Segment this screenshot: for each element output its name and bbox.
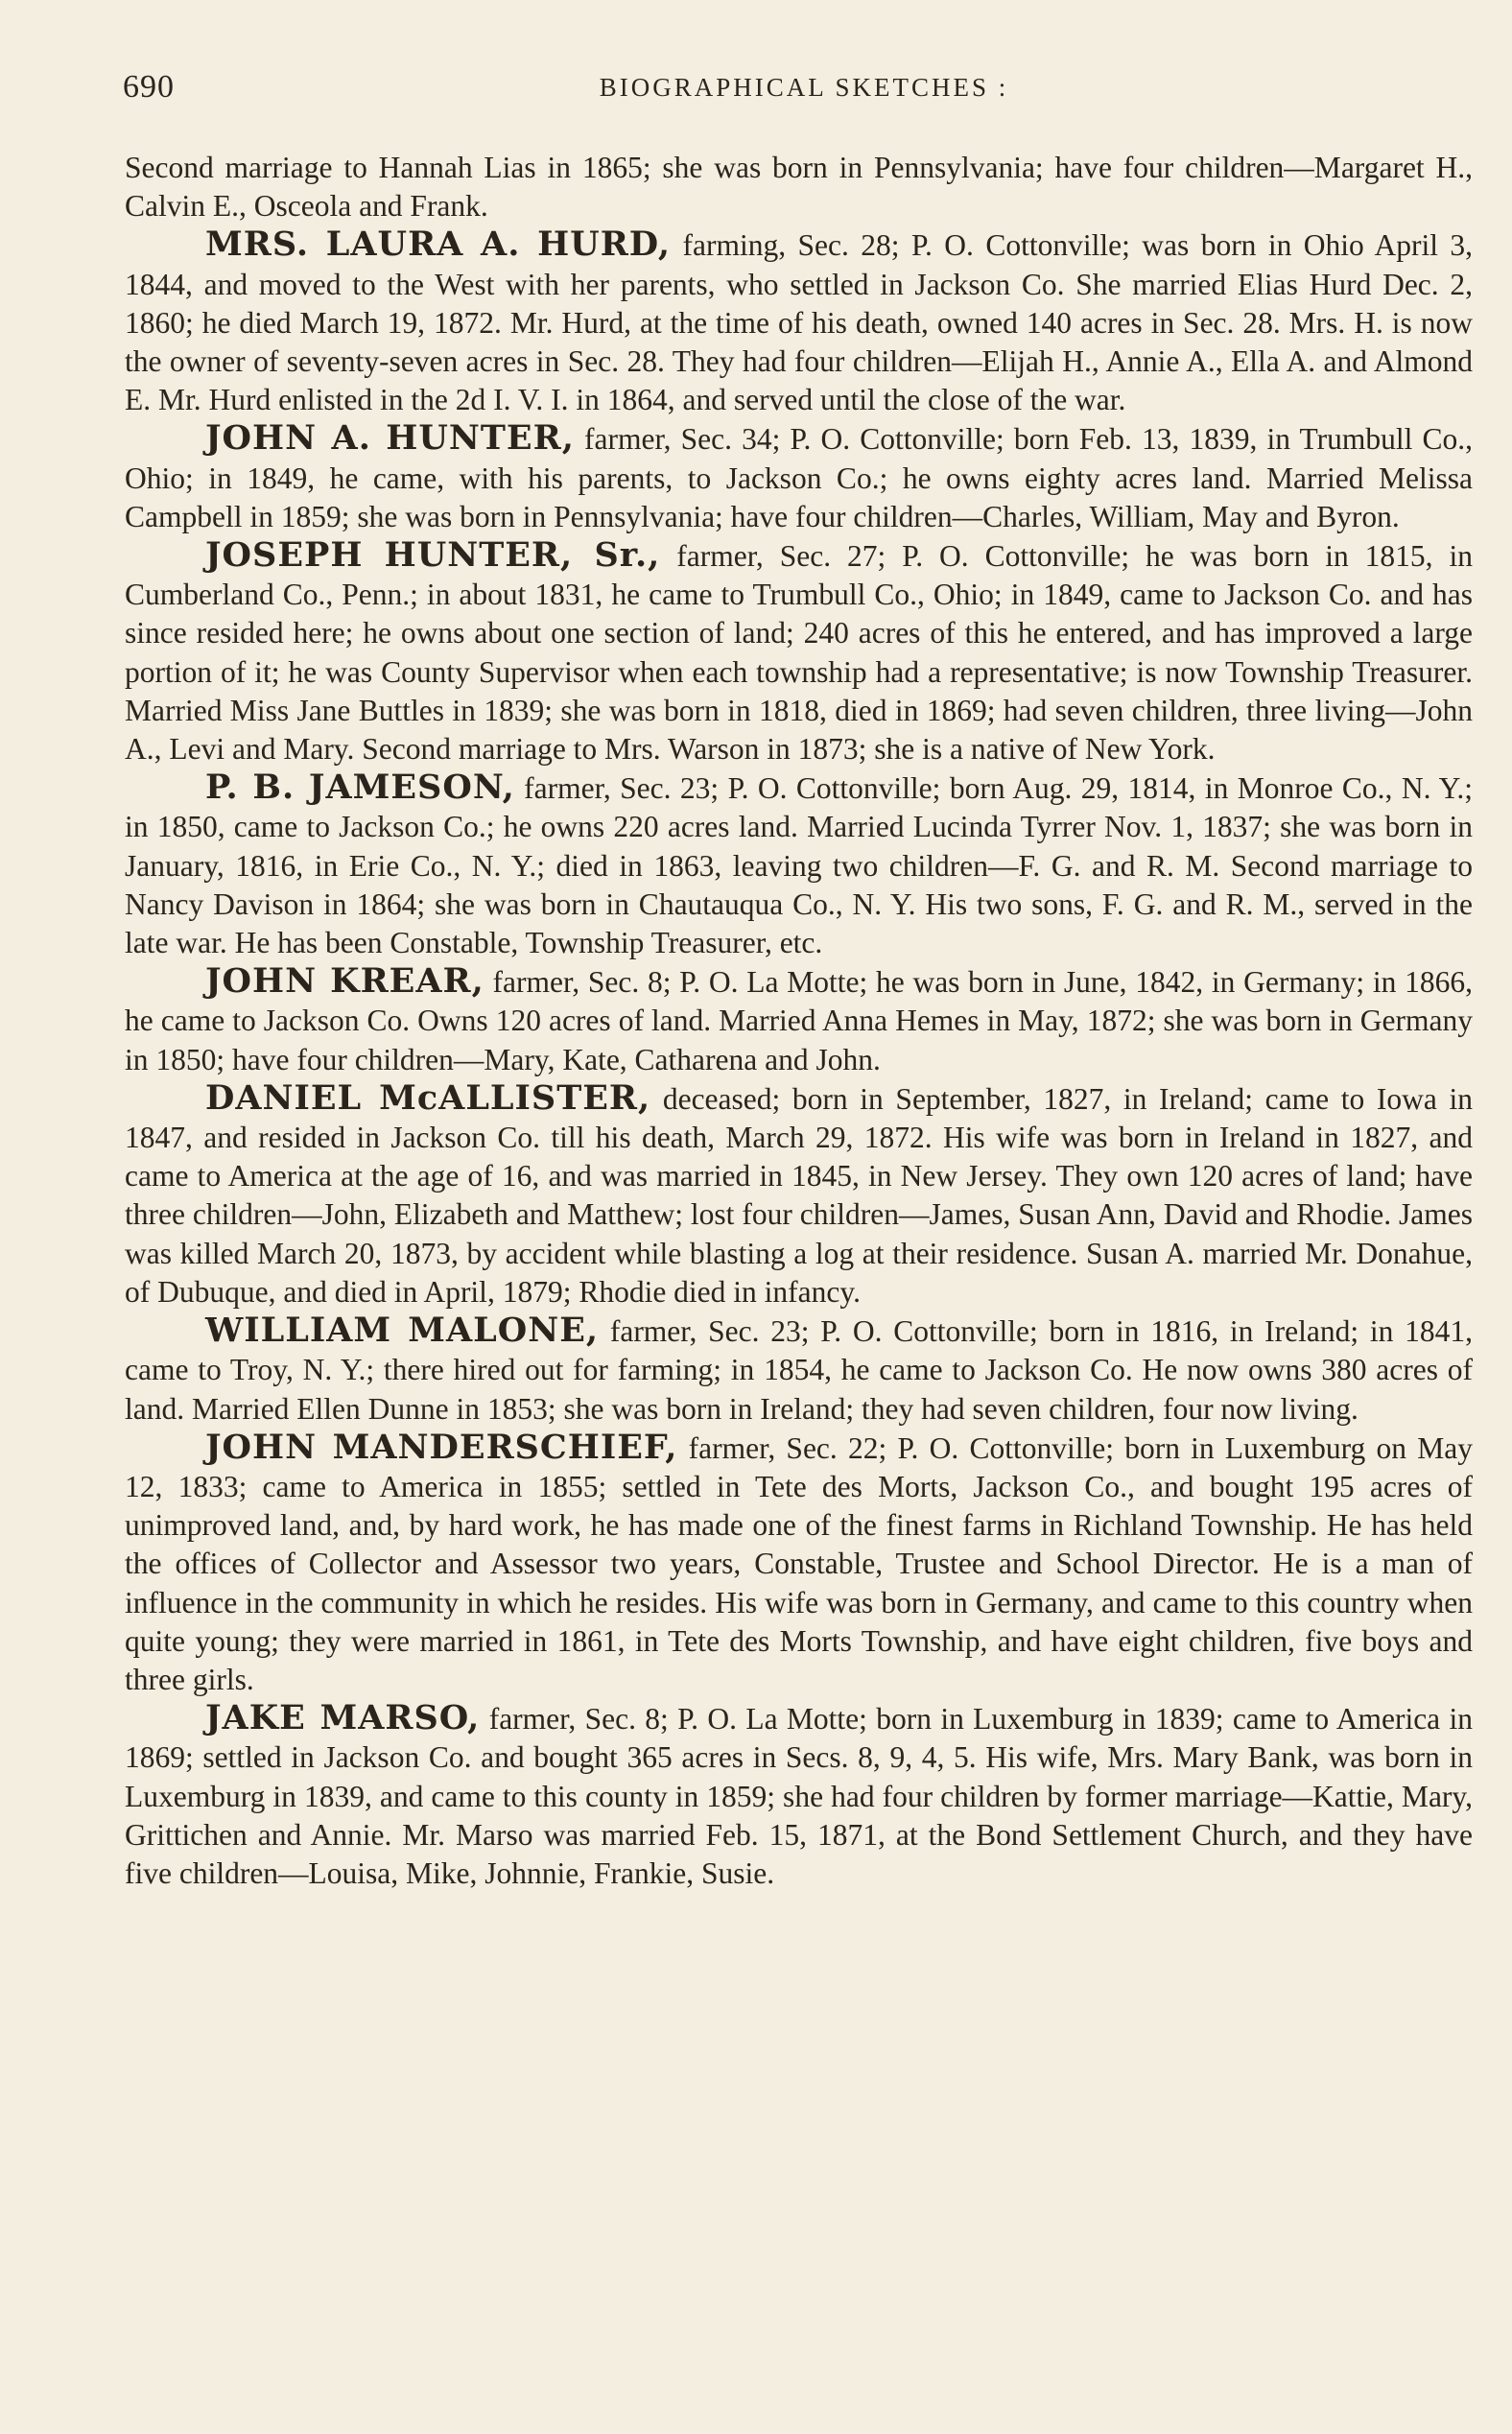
biography-entry [125,1079,1473,1312]
entry-text: deceased; born in September, 1827, in Ireland; came to Iowa in 1847, and resided in Jackson Co. till his death, March 29, 1872. His wife was born in Ireland in 1827, and came to America at the age of 16, and was married in 1845, in New Jersey. They own 120 acres of land; have three children—John, Elizabeth and Matthew; lost four children—James, Susan Ann, David and Rhodie. James was killed March 20, 1873, by accident while blasting a log at their residence. Susan A. married Mr. Donahue, of Dubuque, and died in April, 1879; Rhodie died in infancy. [125,1081,1473,1309]
entry-name: DANIEL McALLISTER, [205,1077,651,1118]
biography-entry [125,419,1473,536]
continuation-paragraph: Second marriage to Hannah Lias in 1865; she was born in Pennsylvania; have four children—Margaret H., Calvin E., Osceola and Frank. [125,151,1473,224]
entry-name: P. B. JAMESON, [205,768,515,808]
entry-name: JOSEPH HUNTER, Sr., [205,535,661,576]
entry-name: JAKE MARSO, [205,1698,481,1738]
entry-name: JOHN MANDERSCHIEF, [205,1427,678,1467]
page-body [125,149,1473,1893]
biography-entry [125,962,1473,1079]
entry-name: MRS. LAURA A. HURD, [205,224,672,265]
biography-entry [125,1429,1473,1699]
entry-text: farming, Sec. 28; P. O. Cottonville; was born in Ohio April 3, 1844, and moved to the West with her parents, who settled in Jackson Co. She married Elias Hurd Dec. 2, 1860; he died March 19, 1872. Mr. Hurd, at the time of his death, owned 140 acres in Sec. 28. Mrs. H. is now the owner of seventy-seven acres in Sec. 28. They had four children—Elijah H., Annie A., Ella A. and Almond E. Mr. Hurd enlisted in the 2d I. V. I. in 1864, and served until the close of the war. [125,228,1474,417]
page-header [123,69,1485,117]
page-number: 690 [123,69,175,105]
biography-entry [125,1699,1473,1893]
entry-name: JOHN A. HUNTER, [205,418,575,459]
biography-entry [125,1312,1473,1429]
entry-text: farmer, Sec. 34; P. O. Cottonville; born Feb. 13, 1839, in Trumbull Co., Ohio; in 1849, he came, with his parents, to Jackson Co.; he owns eighty acres land. Married Melissa Campbell in 1859; she was born in Pennsylvania; have four children—Charles, William, May and Byron. [125,422,1473,533]
biography-entry [125,225,1473,419]
entry-text: farmer, Sec. 8; P. O. La Motte; born in Luxemburg in 1839; came to America in 1869; settled in Jackson Co. and bought 365 acres in Secs. 8, 9, 4, 5. His wife, Mrs. Mary Bank, was born in Luxemburg in 1839, and came to this county in 1859; she had four children by former marriage—Kattie, Mary, Grittichen and Annie. Mr. Marso was married Feb. 15, 1871, at the Bond Settlement Church, and they have five children—Louisa, Mike, Johnnie, Frankie, Susie. [125,1702,1473,1890]
entry-name: WILLIAM MALONE, [205,1311,600,1351]
entry-text: farmer, Sec. 23; P. O. Cottonville; born in 1816, in Ireland; in 1841, came to Troy, N. Y.; there hired out for farming; in 1854, he came to Jackson Co. He now owns 380 acres of land. Married Ellen Dunne in 1853; she was born in Ireland; they had seven children, four now living. [125,1314,1473,1426]
entry-name: JOHN KREAR, [205,961,484,1002]
entry-text: farmer, Sec. 8; P. O. La Motte; he was born in June, 1842, in Germany; in 1866, he came to Jackson Co. Owns 120 acres of land. Married Anna Hemes in May, 1872; she was born in Germany in 1850; have four children—Mary, Kate, Catharena and John. [125,965,1474,1076]
biography-entry [125,536,1473,768]
entry-text: farmer, Sec. 22; P. O. Cottonville; born in Luxemburg on May 12, 1833; came to America in 1855; settled in Tete des Morts, Jackson Co., and bought 195 acres of unimproved land, and, by hard work, he has made one of the finest farms in Richland Township. He has held the offices of Collector and Assessor two years, Constable, Trustee and School Director. He is a man of influence in the community in which he resides. His wife was born in Germany, and came to this country when quite young; they were married in 1861, in Tete des Morts Township, and have eight children, five boys and three girls. [125,1430,1473,1696]
entry-text: farmer, Sec. 23; P. O. Cottonville; born Aug. 29, 1814, in Monroe Co., N. Y.; in 1850, came to Jackson Co.; he owns 220 acres land. Married Lucinda Tyrrer Nov. 1, 1837; she was born in January, 1816, in Erie Co., N. Y.; died in 1863, leaving two children—F. G. and R. M. Second marriage to Nancy Davison in 1864; she was born in Chautauqua Co., N. Y. His two sons, F. G. and R. M., served in the late war. He has been Constable, Township Treasurer, etc. [125,771,1473,960]
entry-text: farmer, Sec. 27; P. O. Cottonville; he was born in 1815, in Cumberland Co., Penn.; in about 1831, he came to Trumbull Co., Ohio; in 1849, came to Jackson Co. and has since resided here; he owns about one section of land; 240 acres of this he entered, and has improved a large portion of it; he was County Supervisor when each township had a representative; is now Township Treasurer. Married Miss Jane Buttles in 1839; she was born in 1818, died in 1869; had seven children, three living—John A., Levi and Mary. Second marriage to Mrs. Warson in 1873; she is a native of New York. [125,539,1473,767]
running-head: BIOGRAPHICAL SKETCHES : [599,73,1009,102]
biography-entry [125,768,1473,962]
